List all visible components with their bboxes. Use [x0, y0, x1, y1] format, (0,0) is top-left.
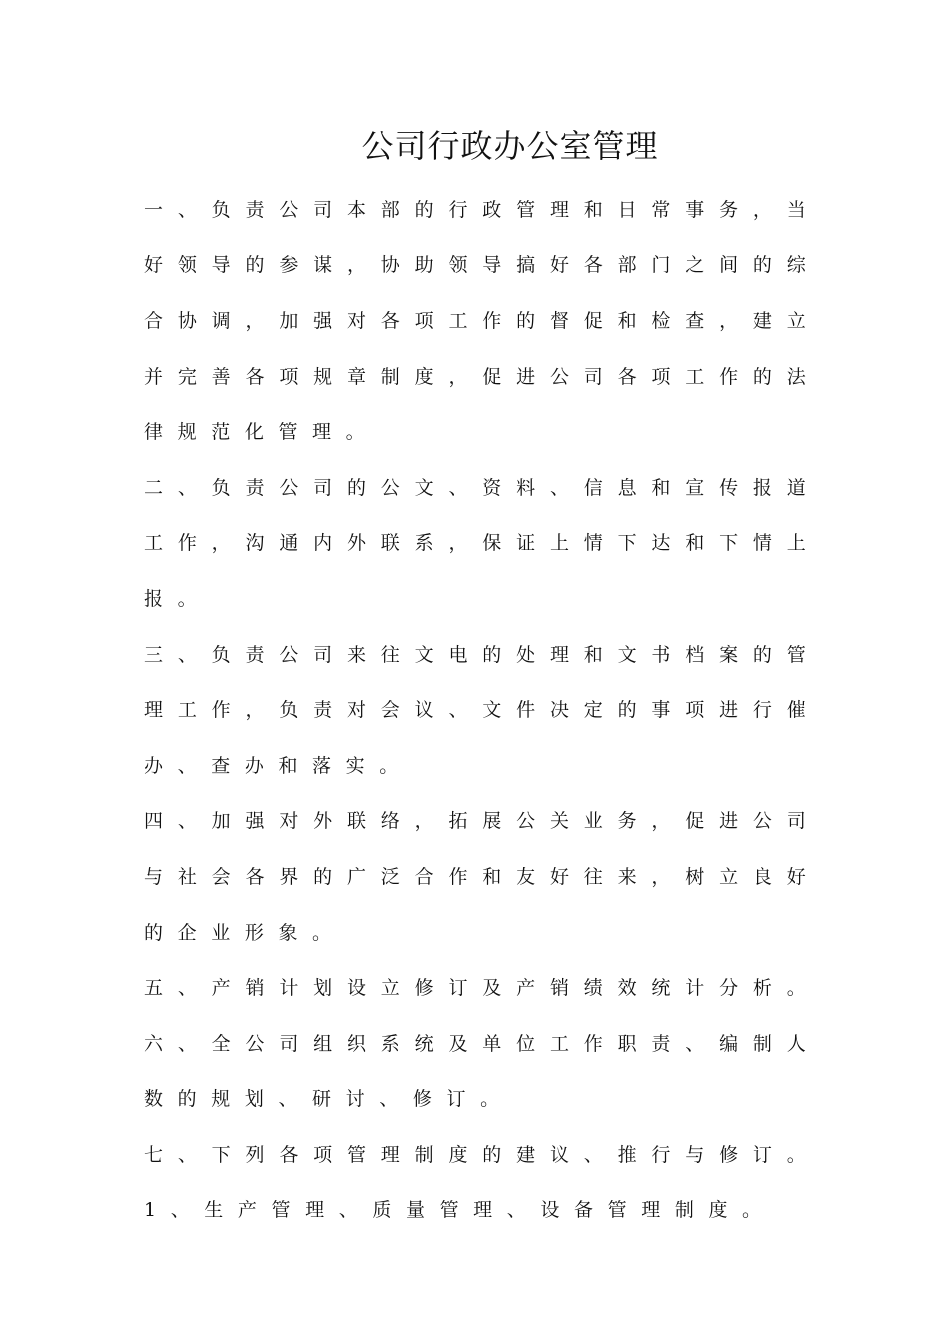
text-line: 六 、 全 公 司 组 织 系 统 及 单 位 工 作 职 责 、 编 制 人 [144, 1032, 806, 1055]
text-line: 的 企 业 形 象 。 [144, 921, 332, 944]
document-body [144, 182, 806, 1238]
text-line: 与 社 会 各 界 的 广 泛 合 作 和 友 好 往 来 ， 树 立 良 好 [144, 865, 806, 888]
text-line: 工 作 ， 沟 通 内 外 联 系 ， 保 证 上 情 下 达 和 下 情 上 [144, 532, 806, 555]
text-line: 合 协 调 ， 加 强 对 各 项 工 作 的 督 促 和 检 查 ， 建 立 [144, 309, 806, 332]
text-line: 二 、 负 责 公 司 的 公 文 、 资 料 、 信 息 和 宣 传 报 道 [144, 476, 806, 499]
text-line: 四 、 加 强 对 外 联 络 ， 拓 展 公 关 业 务 ， 促 进 公 司 [144, 810, 806, 833]
text-line: 好 领 导 的 参 谋 ， 协 助 领 导 搞 好 各 部 门 之 间 的 综 [144, 254, 806, 277]
text-line: 数 的 规 划 、 研 讨 、 修 订 。 [144, 1088, 500, 1111]
text-line: 办 、 查 办 和 落 实 。 [144, 754, 399, 777]
text-line: 报 。 [144, 587, 197, 610]
text-line: 理 工 作 ， 负 责 对 会 议 、 文 件 决 定 的 事 项 进 行 催 [144, 699, 806, 722]
text-line: 一 、 负 责 公 司 本 部 的 行 政 管 理 和 日 常 事 务 ， 当 [144, 198, 806, 221]
text-line: 并 完 善 各 项 规 章 制 度 ， 促 进 公 司 各 项 工 作 的 法 [144, 365, 806, 388]
text-line: 律 规 范 化 管 理 。 [144, 421, 365, 444]
document-title: 公司行政办公室管理 [361, 127, 659, 165]
text-line: 五 、 产 销 计 划 设 立 修 订 及 产 销 绩 效 统 计 分 析 。 [144, 977, 806, 1000]
text-line: 七 、 下 列 各 项 管 理 制 度 的 建 议 、 推 行 与 修 订 。 [144, 1143, 806, 1166]
text-line: 1 、 生 产 管 理 、 质 量 管 理 、 设 备 管 理 制 度 。 [144, 1199, 762, 1222]
text-line: 三 、 负 责 公 司 来 往 文 电 的 处 理 和 文 书 档 案 的 管 [144, 643, 806, 666]
